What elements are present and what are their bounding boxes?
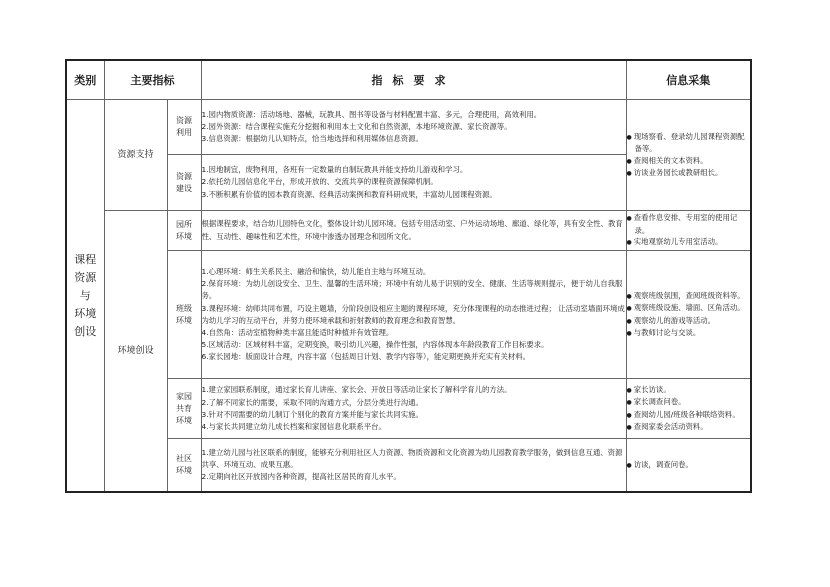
header-info-collection: 信息采集 <box>626 60 751 100</box>
info-item: ● 访谈，调查问卷。 <box>627 459 751 472</box>
sub-indicator: 资源 利用 <box>167 100 201 155</box>
requirement-cell <box>201 439 626 492</box>
info-item: ● 查看作息安排、专用室的使用记录。 <box>627 212 751 236</box>
requirement-item: 3.课程环境：幼师共同布置，巧设主题墙，分阶段创设相应主题的课程环境，充分体现课程的动态推进过程； 让活动室墙面环境成为幼儿学习的互动平台，并努力使环境承载和折射教师的教育理念和教育智慧。 <box>201 303 625 325</box>
sub-indicator: 班级 环境 <box>167 251 201 379</box>
category-line: 资源 <box>74 270 97 284</box>
section-environment: 环境创设 <box>104 211 167 492</box>
info-item: ● 现场察看、登录幼儿园课程资源配备等。 <box>627 131 751 155</box>
header-row <box>66 60 751 100</box>
table-row <box>66 100 751 155</box>
category-line: 环境 <box>74 306 97 320</box>
info-item: ● 观察班级设施、墙面、区角活动。 <box>627 302 751 315</box>
requirement-cell <box>201 211 626 251</box>
table-row <box>66 439 751 492</box>
requirement-cell <box>201 155 626 211</box>
requirement-item: 3.信息资源：根据幼儿认知特点，恰当地选择和利用媒体信息资源。 <box>201 134 423 144</box>
requirement-cell <box>201 251 626 379</box>
info-item: ● 查阅幼儿园/班级各种联络资料。 <box>627 409 751 422</box>
requirement-item: 1.因地制宜，废物利用，各班有一定数量的自制玩教具并能支持幼儿游戏和学习。 <box>201 165 468 175</box>
category-line: 与 <box>79 288 91 302</box>
requirement-item: 2.园外资源：结合课程实施充分挖掘和利用本土文化和自然资源，本地环境资源、家长资源等。 <box>201 121 512 131</box>
table-row <box>66 379 751 439</box>
requirement-cell <box>201 379 626 439</box>
requirement-item: 3.不断积累有价值的园本教育资源、经典活动案例和教育科研成果，丰富幼儿园课程资源。 <box>201 189 497 199</box>
header-category: 类别 <box>66 60 104 100</box>
info-cell <box>626 379 751 439</box>
requirement-item: 5.区域活动：区域材料丰富，定期变换，吸引幼儿兴趣，操作性强，内容体现本年龄段教育工作目标要求。 <box>201 340 549 350</box>
info-item: ● 家长调查问卷。 <box>627 396 751 409</box>
info-item: ● 家长访谈。 <box>627 384 751 397</box>
requirement-item: 6.家长园地：版面设计合理，内容丰富（包括周日计划、教学内容等），能定期更换并充实有关材料。 <box>201 352 531 362</box>
info-item: ● 与教师讨论与交谈。 <box>627 327 751 340</box>
category-cell <box>66 100 104 493</box>
sub-indicator: 园所 环境 <box>167 211 201 251</box>
requirement-item: 4.与家长共同建立幼儿成长档案和家园信息化联系平台。 <box>201 422 386 432</box>
header-main-indicator: 主要指标 <box>104 60 201 100</box>
info-item: ● 观察幼儿的游戏等活动。 <box>627 315 751 328</box>
requirement-item: 1.建立家园联系制度，通过家长育儿讲座、家长会、开放日等活动让家长了解科学育儿的方法。 <box>201 385 512 395</box>
requirement-cell <box>201 100 626 155</box>
section-resource-support: 资源支持 <box>104 100 167 211</box>
requirement-item: 1.建立幼儿园与社区联系的制度，能够充分利用社区人力资源、物质资源和文化资源为幼儿园教育教学服务，做到信息互通、资源共享、环境互动、成果互惠。 <box>201 447 623 470</box>
table-row <box>66 211 751 251</box>
info-cell <box>626 439 751 492</box>
info-item: ● 观察班级氛围，查阅班级资料等。 <box>627 290 751 303</box>
evaluation-table <box>65 59 752 493</box>
category-line: 课程 <box>74 252 97 266</box>
header-requirement: 指标要求 <box>201 60 626 100</box>
requirement-item: 2.定期向社区开放园内各种资源，提高社区居民的育儿水平。 <box>201 472 401 482</box>
sub-indicator: 社区 环境 <box>167 439 201 492</box>
info-item: ● 访谈业务园长或教研组长。 <box>627 167 751 180</box>
requirement-item: 根据课程要求，结合幼儿园特色文化，整体设计幼儿园环境。包括专用活动室、户外运动场地、廊道、绿化等，具有安全性、教育性、互动性、趣味性和艺术性，环境中渗透办园理念和园所文化。 <box>201 219 623 241</box>
info-item: ● 查阅相关的文本资料。 <box>627 155 751 168</box>
table-row <box>66 251 751 379</box>
requirement-item: 4.自然角：活动室植物种类丰富且能适时种植并有效管理。 <box>201 327 394 337</box>
requirement-item: 1.心理环境：师生关系民主、融洽和愉快，幼儿能自主地与环境互动。 <box>201 266 431 276</box>
requirement-item: 2.依托幼儿园信息化平台，形成开放的、交流共享的课程资源保障机制。 <box>201 177 438 187</box>
requirement-item: 2.保育环境：为幼儿创设安全、卫生、温馨的生活环境；环境中有幼儿易于识别的安全、健康、生活等规则提示，便于幼儿自我服务。 <box>201 279 623 301</box>
category-line: 创设 <box>74 324 97 338</box>
sub-indicator: 家园 共育 环境 <box>167 379 201 439</box>
requirement-item: 3.针对不同需要的幼儿制订个别化的教育方案并能与家长共同实施。 <box>201 409 423 419</box>
info-cell <box>626 100 751 211</box>
info-item: ● 实地观察幼儿专用室活动。 <box>627 236 751 249</box>
info-cell <box>626 211 751 251</box>
info-cell <box>626 251 751 379</box>
requirement-item: 1.园内物质资源：活动场地、器械，玩教具、图书等设备与材料配置丰富、多元，合理使用，高效利用。 <box>201 109 542 119</box>
sub-indicator: 资源 建设 <box>167 155 201 211</box>
info-item: ● 查阅家委会活动资料。 <box>627 421 751 434</box>
requirement-item: 2.了解不同家长的需要，采取不同的沟通方式，分层分类进行沟通。 <box>201 397 423 407</box>
